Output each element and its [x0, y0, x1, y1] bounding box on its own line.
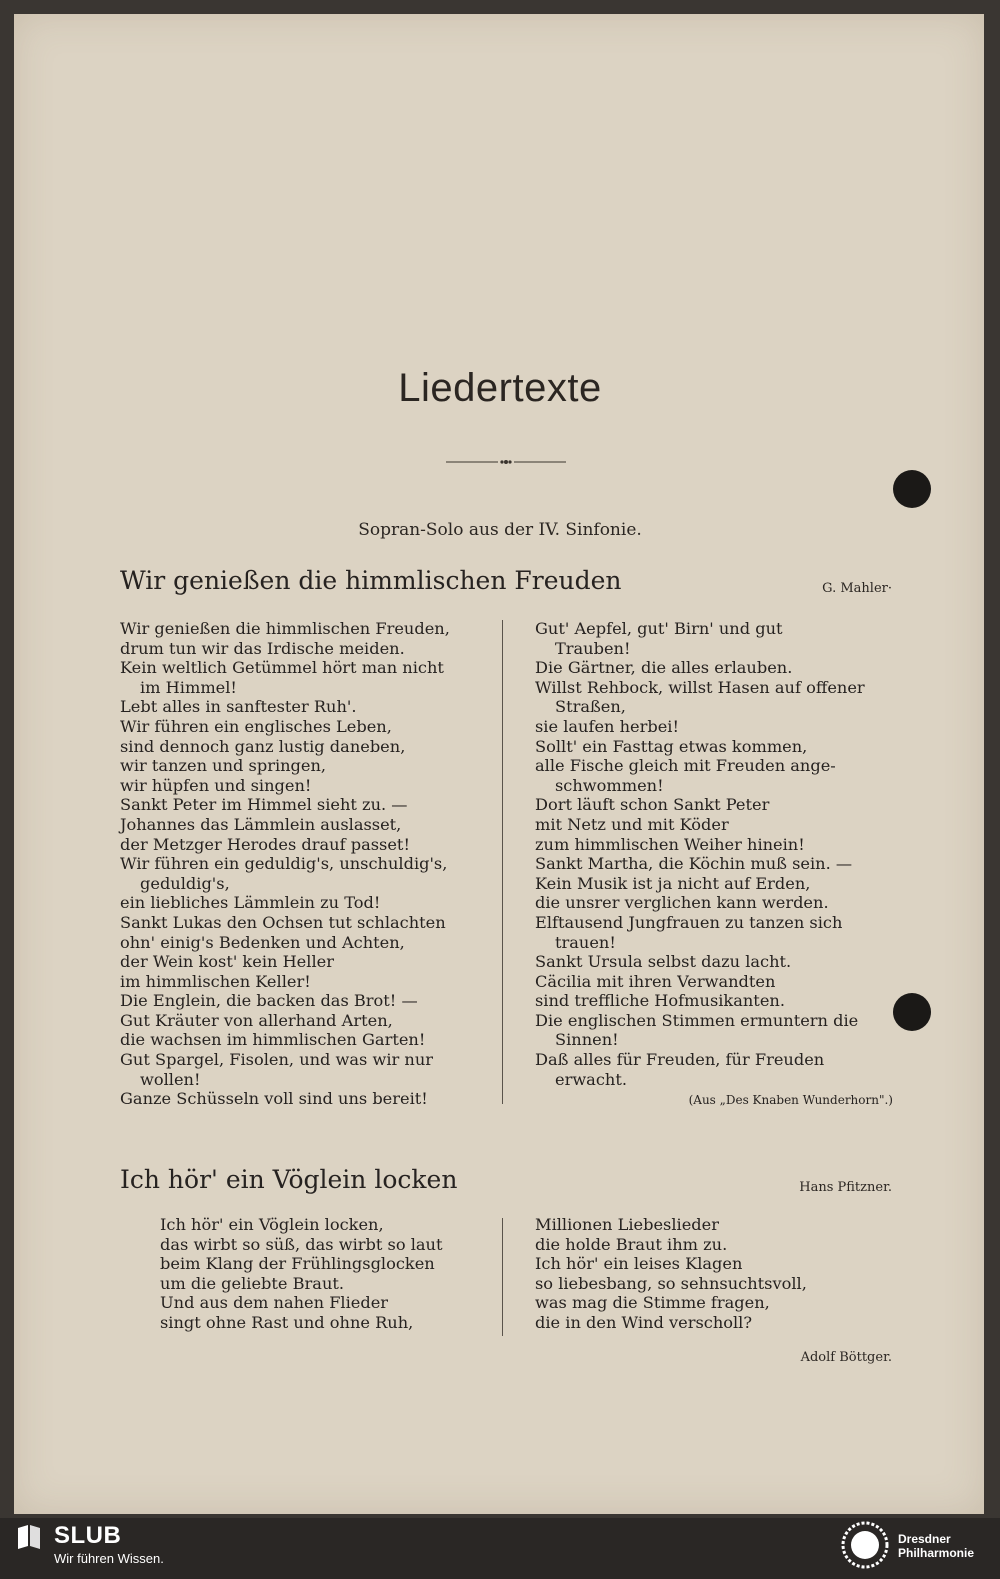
- verse-line: Lebt alles in sanftester Ruh'.: [120, 697, 357, 717]
- song2-left-column: [160, 1215, 490, 1333]
- song1-composer: G. Mahler·: [822, 581, 892, 596]
- verse-line: trauen!: [555, 932, 616, 952]
- verse-line: so liebesbang, so sehnsuchtsvoll,: [535, 1273, 807, 1293]
- verse-line: Trauben!: [555, 638, 631, 658]
- verse-line: Sinnen!: [555, 1030, 619, 1050]
- verse-line: Gut' Aepfel, gut' Birn' und gut: [535, 619, 783, 638]
- verse-line: Gut Kräuter von allerhand Arten,: [120, 1010, 393, 1030]
- verse-line: wir tanzen und springen,: [120, 756, 327, 776]
- verse-line: Die englischen Stimmen ermuntern die: [535, 1010, 859, 1030]
- verse-line: im himmlischen Keller!: [120, 971, 311, 991]
- verse-line: im Himmel!: [140, 677, 237, 697]
- verse-line: Ganze Schüsseln voll sind uns bereit!: [120, 1089, 428, 1109]
- verse-line: Und aus dem nahen Flieder: [160, 1293, 389, 1313]
- verse-line: Sankt Martha, die Köchin muß sein. —: [535, 854, 853, 874]
- verse-line: Wir führen ein geduldig's, unschuldig's,: [120, 854, 448, 874]
- verse-line: Sollt' ein Fasttag etwas kommen,: [535, 736, 808, 756]
- verse-line: Gut Spargel, Fisolen, und was wir nur: [120, 1050, 434, 1070]
- slub-book-icon: [14, 1522, 44, 1552]
- slub-tagline: Wir führen Wissen.: [54, 1551, 164, 1566]
- verse-line: Ich hör' ein leises Klagen: [535, 1254, 743, 1274]
- verse-line: Dort läuft schon Sankt Peter: [535, 795, 770, 815]
- verse-line: Kein Musik ist ja nicht auf Erden,: [535, 873, 811, 893]
- verse-line: Johannes das Lämmlein auslasset,: [120, 814, 402, 834]
- verse-line: schwommen!: [555, 775, 664, 795]
- verse-line: singt ohne Rast und ohne Ruh,: [160, 1312, 414, 1332]
- philharmonie-line2: Philharmonie: [898, 1546, 975, 1560]
- verse-line: der Wein kost' kein Heller: [120, 952, 334, 972]
- philharmonie-name: [898, 1532, 974, 1560]
- verse-line: geduldig's,: [140, 873, 230, 893]
- song2-title: Ich hör' ein Vöglein locken: [120, 1165, 458, 1194]
- verse-line: die unsrer verglichen kann werden.: [535, 893, 829, 913]
- verse-line: drum tun wir das Irdische meiden.: [120, 638, 405, 658]
- title-ornament: [446, 458, 566, 466]
- column-divider: [502, 620, 503, 1104]
- verse-line: Daß alles für Freuden, für Freuden: [535, 1050, 825, 1070]
- verse-line: Die Gärtner, die alles erlauben.: [535, 658, 793, 678]
- verse-line: alle Fische gleich mit Freuden ange-: [535, 756, 836, 776]
- verse-line: die wachsen im himmlischen Garten!: [120, 1030, 426, 1050]
- punch-hole-bottom: [893, 993, 931, 1031]
- verse-line: Die Englein, die backen das Brot! —: [120, 991, 418, 1011]
- verse-line: sind treffliche Hofmusikanten.: [535, 991, 785, 1011]
- verse-line: Straßen,: [555, 697, 626, 717]
- verse-line: die holde Braut ihm zu.: [535, 1234, 728, 1254]
- verse-line: zum himmlischen Weiher hinein!: [535, 834, 805, 854]
- column-divider: [502, 1218, 503, 1336]
- verse-line: Sankt Ursula selbst dazu lacht.: [535, 952, 792, 972]
- song1-left-column: [120, 619, 490, 1109]
- verse-line: erwacht.: [555, 1069, 627, 1089]
- verse-line: ohn' einig's Bedenken und Achten,: [120, 932, 405, 952]
- verse-line: der Metzger Herodes drauf passet!: [120, 834, 410, 854]
- verse-line: Ich hör' ein Vöglein locken,: [160, 1215, 384, 1234]
- verse-line: um die geliebte Braut.: [160, 1273, 345, 1293]
- verse-line: Elftausend Jungfrauen zu tanzen sich: [535, 912, 843, 932]
- verse-line: mit Netz und mit Köder: [535, 814, 729, 834]
- verse-line: Kein weltlich Getümmel hört man nicht: [120, 658, 444, 678]
- verse-line: ein liebliches Lämmlein zu Tod!: [120, 893, 381, 913]
- verse-line: wollen!: [140, 1069, 201, 1089]
- song1-source: (Aus „Des Knaben Wunderhorn".): [688, 1093, 893, 1107]
- song1-title: Wir genießen die himmlischen Freuden: [120, 566, 622, 595]
- verse-line: das wirbt so süß, das wirbt so laut: [160, 1234, 443, 1254]
- philharmonie-line1: Dresdner: [898, 1532, 951, 1546]
- slub-logo-text: SLUB: [54, 1522, 122, 1549]
- verse-line: Willst Rehbock, willst Hasen auf offener: [535, 677, 865, 697]
- verse-line: sind dennoch ganz lustig daneben,: [120, 736, 406, 756]
- song1-right-column: [535, 619, 895, 1089]
- philharmonie-logo-icon: [840, 1520, 890, 1570]
- verse-line: Millionen Liebeslieder: [535, 1215, 719, 1234]
- verse-line: was mag die Stimme fragen,: [535, 1293, 770, 1313]
- punch-hole-top: [893, 470, 931, 508]
- verse-line: Wir genießen die himmlischen Freuden,: [120, 619, 450, 638]
- verse-line: sie laufen herbei!: [535, 716, 679, 736]
- verse-line: Cäcilia mit ihren Verwandten: [535, 971, 776, 991]
- verse-line: wir hüpfen und singen!: [120, 775, 312, 795]
- verse-line: Sankt Peter im Himmel sieht zu. —: [120, 795, 408, 815]
- song2-composer: Hans Pfitzner.: [799, 1180, 892, 1195]
- verse-line: Wir führen ein englisches Leben,: [120, 716, 392, 736]
- verse-line: Sankt Lukas den Ochsen tut schlachten: [120, 912, 446, 932]
- verse-line: beim Klang der Frühlingsglocken: [160, 1254, 435, 1274]
- subtitle: Sopran-Solo aus der IV. Sinfonie.: [358, 520, 642, 540]
- song2-right-column: [535, 1215, 865, 1333]
- verse-line: die in den Wind verscholl?: [535, 1312, 753, 1332]
- page-title: Liedertexte: [398, 366, 602, 410]
- song2-poet: Adolf Böttger.: [800, 1350, 892, 1365]
